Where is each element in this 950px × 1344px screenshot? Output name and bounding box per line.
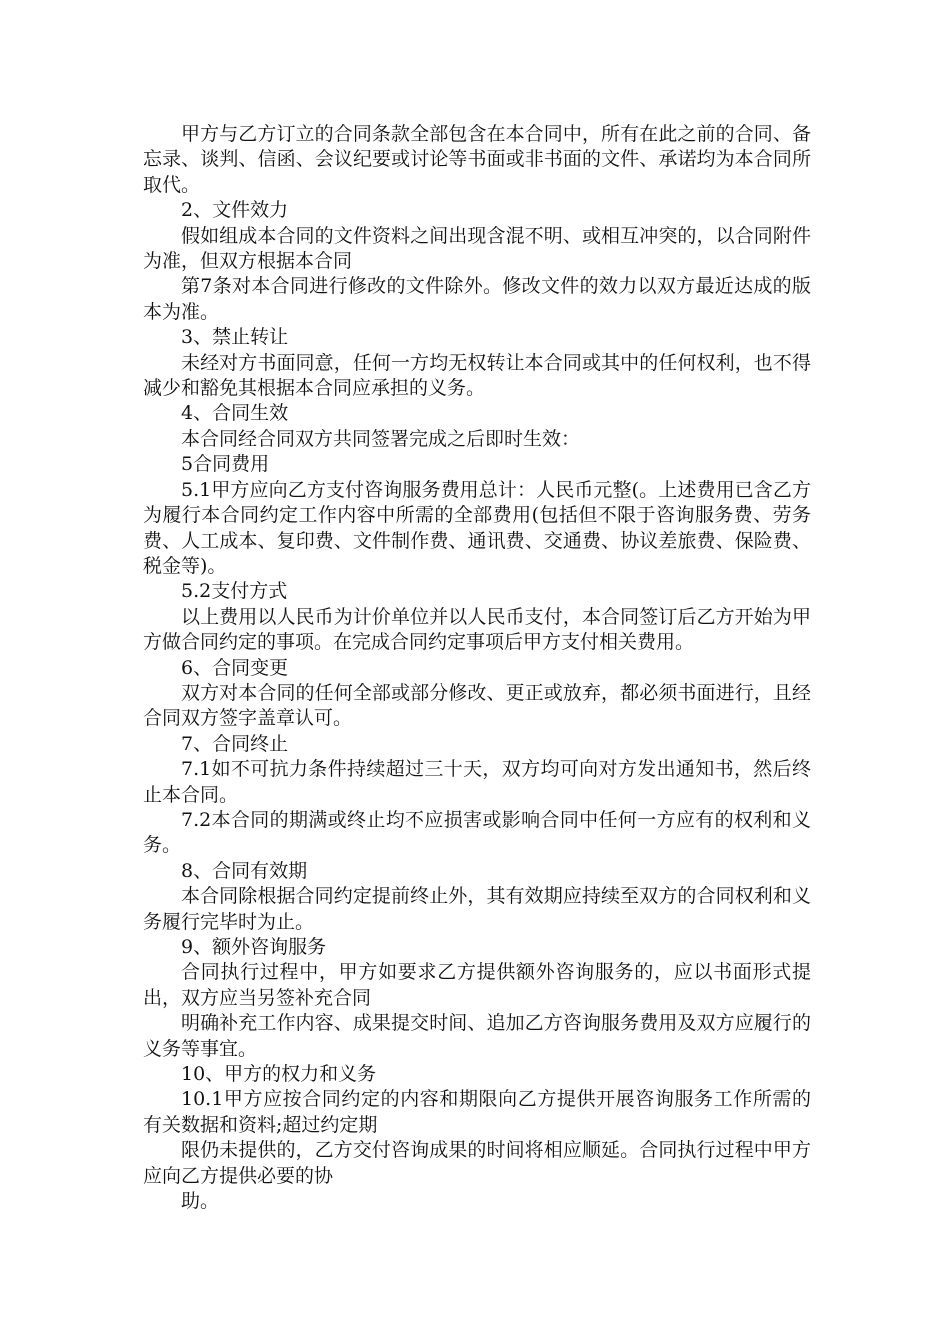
contract-text (143, 122, 811, 1214)
section-heading: 9、额外咨询服务 (181, 936, 327, 958)
paragraph: 假如组成本合同的文件资料之间出现含混不明、或相互冲突的，以合同附件为准，但双方根据本合同 (143, 224, 811, 273)
paragraph: 明确补充工作内容、成果提交时间、追加乙方咨询服务费用及双方应履行的义务等事宜。 (143, 1012, 811, 1060)
paragraph: 5.1甲方应向乙方支付咨询服务费用总计：人民币元整(。上述费用已含乙方为履行本合同约定工作内容中所需的全部费用(包括但不限于咨询服务费、劳务费、人工成本、复印费、文件制作费、通讯费、交通费、协议差旅费、保险费、税金等)。 (143, 478, 811, 577)
paragraph: 合同执行过程中，甲方如要求乙方提供额外咨询服务的，应以书面形式提出，双方应当另签补充合同 (143, 961, 811, 1009)
paragraph: 7.2本合同的期满或终止均不应损害或影响合同中任何一方应有的权利和义务。 (143, 808, 811, 857)
section-heading: 3、禁止转让 (181, 326, 289, 349)
section-heading: 8、合同有效期 (181, 859, 308, 882)
paragraph: 未经对方书面同意，任何一方均无权转让本合同或其中的任何权利，也不得减少和豁免其根据本合同应承担的义务。 (143, 351, 811, 400)
section-heading: 7、合同终止 (181, 732, 289, 755)
section-heading: 5.2支付方式 (181, 580, 288, 603)
section-heading: 4、合同生效 (181, 402, 289, 425)
section-heading: 6、合同变更 (181, 656, 289, 679)
paragraph: 以上费用以人民币为计价单位并以人民币支付，本合同签订后乙方开始为甲方做合同约定的事项。在完成合同约定事项后甲方支付相关费用。 (143, 605, 811, 654)
paragraph: 甲方与乙方订立的合同条款全部包含在本合同中，所有在此之前的合同、备忘录、谈判、信函、会议纪要或讨论等书面或非书面的文件、承诺均为本合同所取代。 (143, 123, 811, 196)
paragraph: 助。 (181, 1190, 220, 1213)
paragraph: 双方对本合同的任何全部或部分修改、更正或放弃，都必须书面进行，且经合同双方签字盖章认可。 (143, 681, 811, 730)
paragraph: 限仍未提供的，乙方交付咨询成果的时间将相应顺延。合同执行过程中甲方应向乙方提供必要的协 (143, 1139, 811, 1187)
section-heading: 5合同费用 (181, 453, 270, 476)
section-heading: 10、甲方的权力和义务 (181, 1063, 377, 1086)
section-heading: 2、文件效力 (181, 199, 289, 222)
paragraph: 10.1甲方应按合同约定的内容和期限向乙方提供开展咨询服务工作所需的有关数据和资料;超过约定期 (143, 1088, 811, 1136)
paragraph: 7.1如不可抗力条件持续超过三十天，双方均可向对方发出通知书，然后终止本合同。 (143, 758, 811, 806)
paragraph: 本合同除根据合同约定提前终止外，其有效期应持续至双方的合同权利和义务履行完毕时为止。 (143, 885, 811, 933)
paragraph: 第7条对本合同进行修改的文件除外。修改文件的效力以双方最近达成的版本为准。 (143, 275, 811, 323)
paragraph: 本合同经合同双方共同签署完成之后即时生效： (181, 427, 581, 450)
